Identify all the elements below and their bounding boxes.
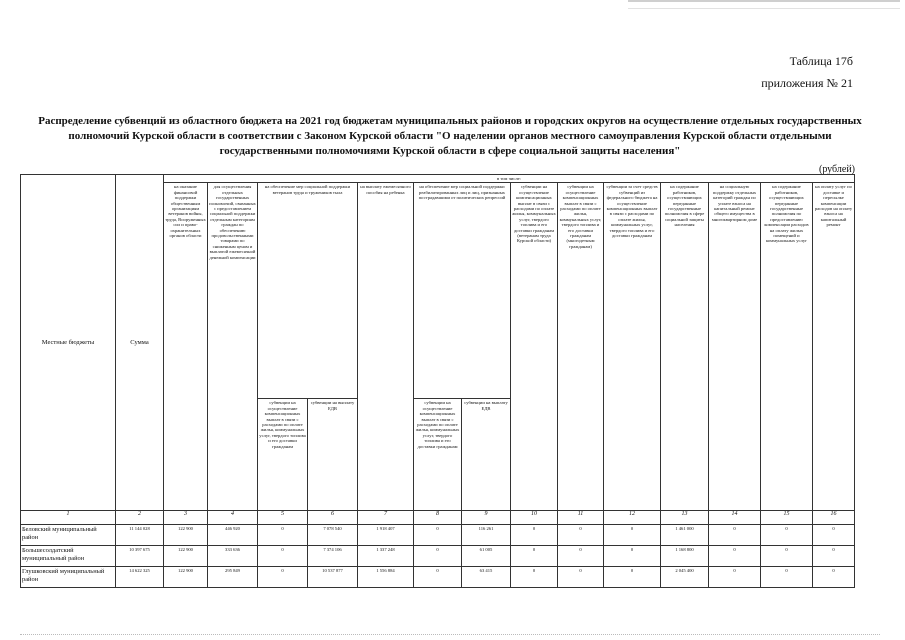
cell-value: 0 [511,525,558,546]
table-row [21,525,855,546]
column-number: 15 [761,511,813,525]
cell-value: 0 [258,567,308,588]
header-col-13: на содержание работников, осуществляющих переданные государственные полномочия в сфере социальной защиты населения [661,183,709,511]
column-number: 12 [604,511,661,525]
column-number: 5 [258,511,308,525]
cell-value: 0 [761,546,813,567]
cell-value: 0 [813,525,855,546]
column-number-row [21,511,855,525]
table-row [21,567,855,588]
header-group-5-6: на обеспечение мер социальной поддержки ветеранов труда и тружеников тыла [258,183,358,399]
cell-value: 1 168 800 [661,546,709,567]
header-col-7: на выплату ежемесячного пособия на ребенка [358,183,414,511]
header-col-10: субвенции на осуществление компенсационных выплат в связи с расходами по оплате жилья, коммунальных услуг, твердого топлива и его доставки гражданам (ветеранам труда Курской области) [511,183,558,511]
column-number: 14 [709,511,761,525]
header-col-5: субвенции на осуществление компенсационных выплат в связи с расходами по оплате жилья, коммунальных услуг, твердого топлива и его доставки гражданам [258,399,308,511]
cell-value: 1 556 884 [358,567,414,588]
cell-value: 0 [604,525,661,546]
cell-value: 122 900 [164,567,208,588]
column-number: 13 [661,511,709,525]
cell-value: 61 005 [462,546,511,567]
column-number: 8 [414,511,462,525]
header-col-4: для осуществления отдельных государственных полномочий, связанных с предоставлением социальной поддержки отдельным категориям граждан по обеспечению продовольственными товарами по сниженным ценам и выплатой ежемесячной денежной компенсации [208,183,258,511]
header-in-that-number: в том числе: [164,175,855,183]
cell-value: 10 397 675 [116,546,164,567]
header-col-15: на содержание работников, осуществляющих переданные государственные полномочия по предоставлению компенсации расходов на оплату жилых помещений и коммунальных услуг [761,183,813,511]
cell-value: 122 900 [164,546,208,567]
cell-value: 0 [258,525,308,546]
column-number: 7 [358,511,414,525]
column-number: 2 [116,511,164,525]
cell-value: 0 [414,546,462,567]
header-col-14: на социальную поддержку отдельных категорий граждан по уплате взноса на капитальный ремонт общего имущества в многоквартирном доме [709,183,761,511]
cell-value: 1 918 407 [358,525,414,546]
cell-value: 0 [558,525,604,546]
column-number: 16 [813,511,855,525]
cell-value: 11 144 028 [116,525,164,546]
subsidies-table [20,174,855,588]
cell-value: 7 374 106 [308,546,358,567]
cell-value: 0 [414,567,462,588]
cell-value: 0 [709,567,761,588]
appendix-label: приложения № 21 [761,76,853,90]
column-number: 10 [511,511,558,525]
cell-value: 2 045 400 [661,567,709,588]
cell-value: 122 900 [164,525,208,546]
row-name: Беловский муниципальный район [21,525,116,546]
cell-value: 0 [709,546,761,567]
header-col-16: на оплату услуг по доставке и пересылке компенсации расходов на оплату взноса на капитальный ремонт [813,183,855,511]
units-label: (рублей) [818,164,855,175]
cell-value: 333 636 [208,546,258,567]
cell-value: 10 537 877 [308,567,358,588]
column-number: 6 [308,511,358,525]
cell-value: 0 [414,525,462,546]
cell-value: 0 [761,525,813,546]
cell-value: 0 [558,546,604,567]
header-col-8: субвенции на осуществление компенсационных выплат в связи с расходами по оплате жилья, коммунальных услуг, твердого топлива и его доставки гражданам [414,399,462,511]
column-number: 3 [164,511,208,525]
cell-value: 0 [709,525,761,546]
cell-value: 116 261 [462,525,511,546]
cell-value: 1 461 000 [661,525,709,546]
table-number: Таблица 17б [789,54,853,68]
cell-value: 14 622 325 [116,567,164,588]
cell-value: 0 [511,567,558,588]
header-col-6: субвенции на выплату ЕДВ [308,399,358,511]
header-col-11: субвенции на осуществление компенсационных выплат в связи с расходами по оплате жилья, коммунальных услуг, твердого топлива и его доставки гражданам (многодетным гражданам) [558,183,604,511]
header-col-12: субвенции за счет средств субвенций из федерального бюджета на осуществление компенсационных выплат в связи с расходами по оплате жилья, коммунальных услуг, твердого топлива и его доставки гражданам [604,183,661,511]
cell-value: 0 [511,546,558,567]
cell-value: 0 [604,567,661,588]
cell-value: 0 [813,567,855,588]
header-group-8-9: на обеспечение мер социальной поддержки реабилитированных лиц и лиц, признанных пострадавшими от политических репрессий [414,183,511,399]
cell-value: 63 415 [462,567,511,588]
column-number: 11 [558,511,604,525]
cell-value: 0 [258,546,308,567]
row-name: Глушковский муниципальный район [21,567,116,588]
cell-value: 0 [558,567,604,588]
cell-value: 0 [604,546,661,567]
scan-edge-line [628,8,900,9]
cell-value: 0 [813,546,855,567]
column-number: 1 [21,511,116,525]
table-row [21,546,855,567]
cell-value: 1 337 248 [358,546,414,567]
scan-bottom-line [20,634,880,636]
cell-value: 0 [761,567,813,588]
cell-value: 295 849 [208,567,258,588]
scan-edge-line [628,0,900,2]
column-number: 9 [462,511,511,525]
header-col-3: на оказание финансовой поддержки общественным организациям ветеранов войны, труда, Вооруженных сил и право-охранительных органов области [164,183,208,511]
cell-value: 7 078 540 [308,525,358,546]
header-sum: Сумма [116,175,164,511]
page-title: Распределение субвенций из областного бюджета на 2021 год бюджетам муниципальных районов и городских округов на осуществление отдельных государственных полномочий Курской области в соответствии с Законом Курской области "О наделении органов местного самоуправления Курской области отдельными государственными полномочиями Курской области в сфере социальной защиты населения" [38,115,862,157]
header-budgets: Местные бюджеты [21,175,116,511]
row-name: Большесолдатский муниципальный район [21,546,116,567]
cell-value: 446 920 [208,525,258,546]
header-col-9: субвенции на выплату ЕДВ [462,399,511,511]
column-number: 4 [208,511,258,525]
